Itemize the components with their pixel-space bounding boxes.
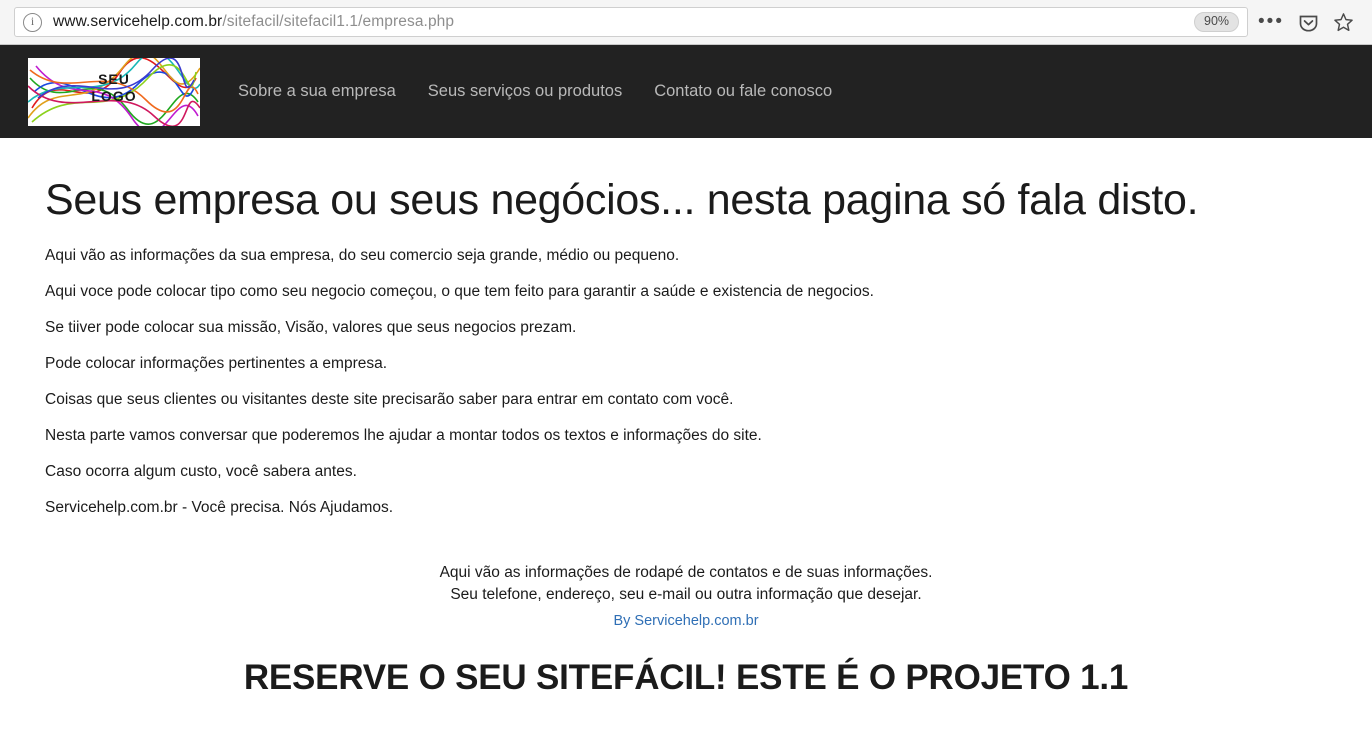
body-paragraph: Servicehelp.com.br - Você precisa. Nós Ajudamos.	[45, 499, 394, 517]
body-paragraph: Nesta parte vamos conversar que poderemos lhe ajudar a montar todos os textos e informações do site.	[45, 427, 762, 445]
nav-item-contato[interactable]: Contato ou fale conosco	[654, 82, 833, 100]
address-bar[interactable]	[14, 7, 1248, 37]
body-paragraph: Aqui voce pode colocar tipo como seu negocio começou, o que tem feito para garantir a saúde e existencia de negocios.	[45, 283, 874, 301]
site-logo[interactable]	[28, 58, 200, 126]
site-header	[0, 45, 1372, 138]
site-nav	[222, 82, 848, 101]
body-paragraph: Aqui vão as informações da sua empresa, do seu comercio seja grande, médio ou pequeno.	[45, 247, 680, 264]
nav-item-sobre[interactable]: Sobre a sua empresa	[238, 82, 396, 100]
site-footer	[45, 562, 1327, 630]
body-paragraph: Coisas que seus clientes ou visitantes deste site precisarão saber para entrar em contato com você.	[45, 391, 734, 409]
logo-text-line1: SEU	[98, 70, 130, 87]
url-text	[53, 13, 454, 31]
url-host: www.servicehelp.com.br	[53, 13, 223, 30]
pocket-icon[interactable]	[1298, 12, 1319, 33]
footer-line-1: Aqui vão as informações de rodapé de contatos e de suas informações.	[439, 564, 933, 582]
nav-item-servicos[interactable]: Seus serviços ou produtos	[427, 82, 623, 100]
browser-toolbar	[0, 0, 1372, 45]
footer-line-2: Seu telefone, endereço, seu e-mail ou outra informação que desejar.	[450, 586, 922, 604]
logo-text	[28, 71, 200, 105]
main-content	[0, 176, 1372, 698]
promo-heading: RESERVE O SEU SITEFÁCIL! ESTE É O PROJETO 1.1	[243, 658, 1129, 698]
logo-text-line2: LOGO	[91, 87, 137, 104]
bookmark-star-icon[interactable]	[1333, 12, 1354, 33]
body-paragraph: Pode colocar informações pertinentes a empresa.	[45, 355, 388, 373]
url-path: /sitefacil/sitefacil1.1/empresa.php	[222, 13, 455, 30]
body-paragraph: Se tiiver pode colocar sua missão, Visão, valores que seus negocios prezam.	[45, 319, 577, 337]
site-info-icon[interactable]: i	[23, 13, 42, 32]
body-paragraph: Caso ocorra algum custo, você sabera antes.	[45, 463, 357, 481]
more-menu-icon[interactable]: •••	[1258, 11, 1284, 32]
zoom-level-badge[interactable]: 90%	[1194, 12, 1239, 32]
toolbar-actions	[1258, 12, 1358, 33]
page-title: Seus empresa ou seus negócios... nesta pagina só fala disto.	[45, 176, 1199, 224]
footer-credit-link[interactable]: By Servicehelp.com.br	[613, 613, 759, 630]
